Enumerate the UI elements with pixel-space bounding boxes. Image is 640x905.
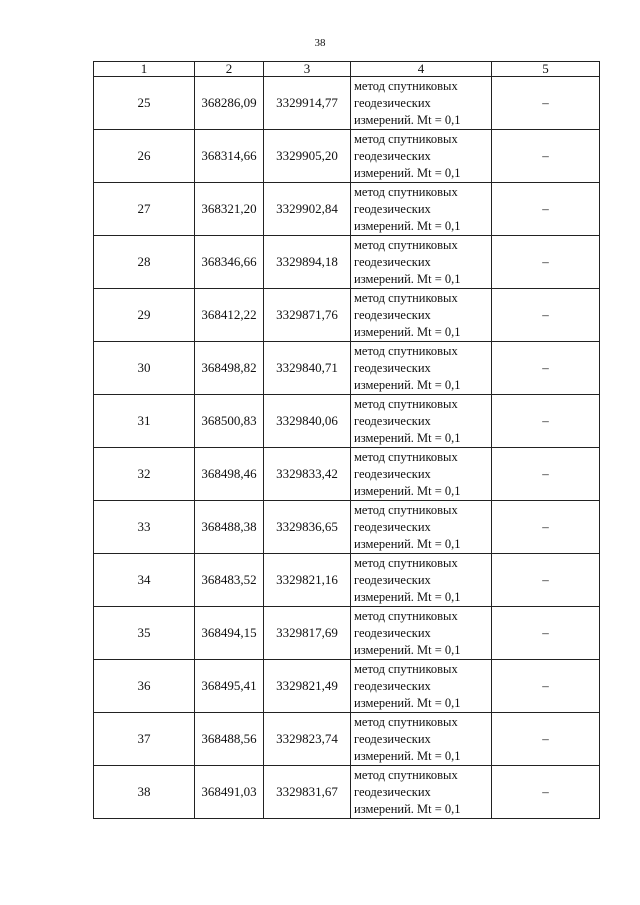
point-number: 33	[94, 501, 195, 554]
table-row	[94, 236, 600, 289]
method-description: метод спутниковых геодезических измерений. Mt = 0,1	[351, 448, 492, 501]
header-col-4: 4	[351, 62, 492, 77]
header-col-5: 5	[492, 62, 600, 77]
table-row	[94, 607, 600, 660]
method-description: метод спутниковых геодезических измерений. Mt = 0,1	[351, 77, 492, 130]
table-row	[94, 713, 600, 766]
coord-x: 368346,66	[195, 236, 264, 289]
method-description: метод спутниковых геодезических измерений. Mt = 0,1	[351, 289, 492, 342]
table-row	[94, 342, 600, 395]
coord-y: 3329823,74	[264, 713, 351, 766]
note: –	[492, 183, 600, 236]
coord-y: 3329840,06	[264, 395, 351, 448]
coord-x: 368500,83	[195, 395, 264, 448]
point-number: 36	[94, 660, 195, 713]
point-number: 25	[94, 77, 195, 130]
note: –	[492, 395, 600, 448]
method-description: метод спутниковых геодезических измерений. Mt = 0,1	[351, 607, 492, 660]
coord-y: 3329821,16	[264, 554, 351, 607]
coord-x: 368483,52	[195, 554, 264, 607]
method-description: метод спутниковых геодезических измерений. Mt = 0,1	[351, 395, 492, 448]
note: –	[492, 289, 600, 342]
table-row	[94, 554, 600, 607]
coord-y: 3329871,76	[264, 289, 351, 342]
header-row	[94, 62, 600, 77]
coord-x: 368412,22	[195, 289, 264, 342]
method-description: метод спутниковых геодезических измерений. Mt = 0,1	[351, 660, 492, 713]
header-col-1: 1	[94, 62, 195, 77]
coord-y: 3329836,65	[264, 501, 351, 554]
table-row	[94, 77, 600, 130]
coord-x: 368495,41	[195, 660, 264, 713]
note: –	[492, 342, 600, 395]
point-number: 31	[94, 395, 195, 448]
point-number: 30	[94, 342, 195, 395]
coord-x: 368498,82	[195, 342, 264, 395]
table-row	[94, 660, 600, 713]
note: –	[492, 77, 600, 130]
note: –	[492, 236, 600, 289]
point-number: 35	[94, 607, 195, 660]
coord-y: 3329894,18	[264, 236, 351, 289]
coord-y: 3329833,42	[264, 448, 351, 501]
coord-y: 3329902,84	[264, 183, 351, 236]
coord-x: 368498,46	[195, 448, 264, 501]
point-number: 34	[94, 554, 195, 607]
page-number: 38	[314, 37, 326, 49]
note: –	[492, 554, 600, 607]
coord-x: 368488,38	[195, 501, 264, 554]
note: –	[492, 713, 600, 766]
method-description: метод спутниковых геодезических измерений. Mt = 0,1	[351, 183, 492, 236]
coord-y: 3329817,69	[264, 607, 351, 660]
table-body	[94, 77, 600, 819]
method-description: метод спутниковых геодезических измерений. Mt = 0,1	[351, 130, 492, 183]
coord-y: 3329840,71	[264, 342, 351, 395]
coord-x: 368491,03	[195, 766, 264, 819]
point-number: 38	[94, 766, 195, 819]
table-row	[94, 183, 600, 236]
coord-y: 3329905,20	[264, 130, 351, 183]
table-row	[94, 130, 600, 183]
point-number: 26	[94, 130, 195, 183]
point-number: 29	[94, 289, 195, 342]
coord-x: 368494,15	[195, 607, 264, 660]
method-description: метод спутниковых геодезических измерений. Mt = 0,1	[351, 236, 492, 289]
method-description: метод спутниковых геодезических измерений. Mt = 0,1	[351, 766, 492, 819]
note: –	[492, 130, 600, 183]
table-row	[94, 501, 600, 554]
note: –	[492, 607, 600, 660]
method-description: метод спутниковых геодезических измерений. Mt = 0,1	[351, 342, 492, 395]
coordinates-table	[93, 61, 600, 819]
point-number: 37	[94, 713, 195, 766]
point-number: 27	[94, 183, 195, 236]
note: –	[492, 660, 600, 713]
point-number: 32	[94, 448, 195, 501]
note: –	[492, 766, 600, 819]
note: –	[492, 448, 600, 501]
header-col-3: 3	[264, 62, 351, 77]
coord-x: 368314,66	[195, 130, 264, 183]
note: –	[492, 501, 600, 554]
table-row	[94, 766, 600, 819]
table-header	[94, 62, 600, 77]
coord-y: 3329831,67	[264, 766, 351, 819]
coord-x: 368286,09	[195, 77, 264, 130]
table-row	[94, 289, 600, 342]
coord-y: 3329821,49	[264, 660, 351, 713]
coord-x: 368488,56	[195, 713, 264, 766]
method-description: метод спутниковых геодезических измерений. Mt = 0,1	[351, 501, 492, 554]
coord-x: 368321,20	[195, 183, 264, 236]
table-row	[94, 395, 600, 448]
method-description: метод спутниковых геодезических измерений. Mt = 0,1	[351, 713, 492, 766]
coord-y: 3329914,77	[264, 77, 351, 130]
method-description: метод спутниковых геодезических измерений. Mt = 0,1	[351, 554, 492, 607]
table-row	[94, 448, 600, 501]
header-col-2: 2	[195, 62, 264, 77]
point-number: 28	[94, 236, 195, 289]
